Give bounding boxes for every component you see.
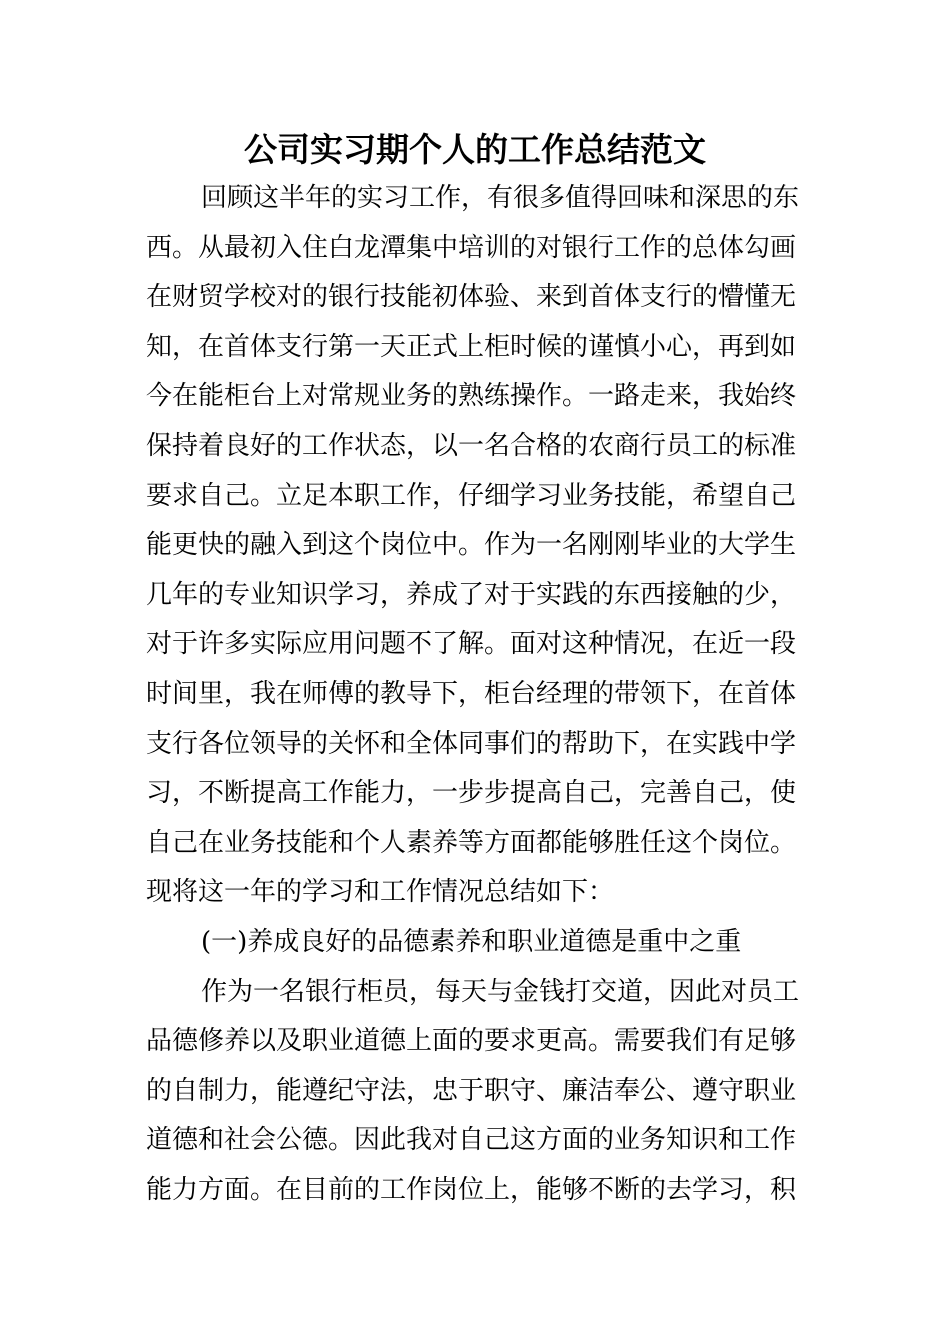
body-line: 的自制力，能遵纪守法，忠于职守、廉洁奉公、遵守职业 bbox=[146, 1075, 797, 1106]
document-title: 公司实习期个人的工作总结范文 bbox=[244, 130, 706, 169]
body-line: 能更快的融入到这个岗位中。作为一名刚刚毕业的大学生 bbox=[146, 530, 797, 561]
body-line: (一)养成良好的品德素养和职业道德是重中之重 bbox=[201, 926, 742, 957]
body-line: 要求自己。立足本职工作，仔细学习业务技能，希望自己 bbox=[146, 480, 797, 511]
body-line: 品德修养以及职业道德上面的要求更高。需要我们有足够 bbox=[146, 1026, 797, 1057]
body-line: 时间里，我在师傅的教导下，柜台经理的带领下，在首体 bbox=[146, 678, 797, 709]
body-line: 现将这一年的学习和工作情况总结如下： bbox=[146, 877, 615, 908]
body-line: 几年的专业知识学习，养成了对于实践的东西接触的少， bbox=[146, 579, 797, 610]
body-line: 在财贸学校对的银行技能初体验、来到首体支行的懵懂无 bbox=[146, 282, 797, 313]
body-line: 知，在首体支行第一天正式上柜时候的谨慎小心，再到如 bbox=[146, 331, 797, 362]
body-line: 今在能柜台上对常规业务的熟练操作。一路走来，我始终 bbox=[146, 381, 797, 412]
body-line: 自己在业务技能和个人素养等方面都能够胜任这个岗位。 bbox=[146, 827, 797, 858]
body-line: 作为一名银行柜员，每天与金钱打交道，因此对员工 bbox=[201, 976, 800, 1007]
body-line: 习，不断提高工作能力，一步步提高自己，完善自己，使 bbox=[146, 778, 797, 809]
body-line: 能力方面。在目前的工作岗位上，能够不断的去学习，积 bbox=[146, 1174, 797, 1205]
body-line: 对于许多实际应用问题不了解。面对这种情况，在近一段 bbox=[146, 629, 797, 660]
body-line: 保持着良好的工作状态，以一名合格的农商行员工的标准 bbox=[146, 430, 797, 461]
document-body bbox=[146, 174, 806, 1215]
body-line: 支行各位领导的关怀和全体同事们的帮助下，在实践中学 bbox=[146, 728, 797, 759]
body-line: 西。从最初入住白龙潭集中培训的对银行工作的总体勾画 bbox=[146, 232, 797, 263]
body-line: 回顾这半年的实习工作，有很多值得回味和深思的东 bbox=[201, 183, 800, 213]
body-line: 道德和社会公德。因此我对自己这方面的业务知识和工作 bbox=[146, 1125, 797, 1156]
